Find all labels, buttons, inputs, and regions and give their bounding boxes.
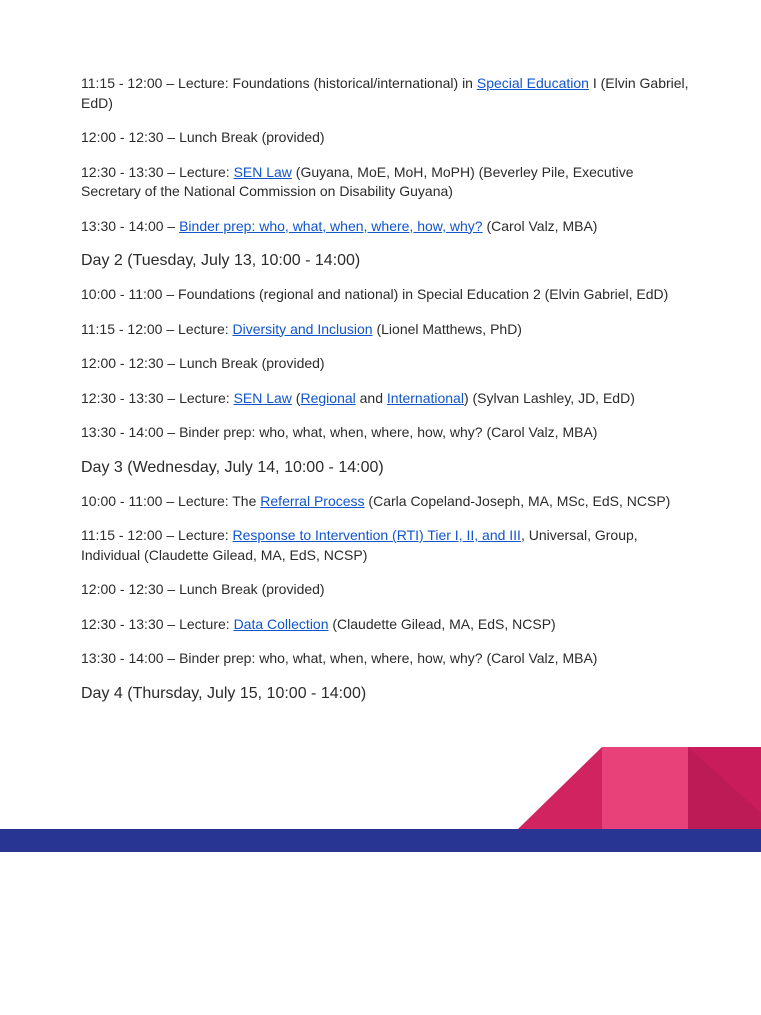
- entry-text: 11:15 - 12:00 – Lecture:: [81, 527, 233, 543]
- entry-text: 11:15 - 12:00 – Lecture:: [81, 320, 233, 337]
- entry-text: (Guyana, MoE, MoH, MoPH) (Beverley Pile, Executive Secretary of the National Commission on Disability Guyana): [81, 163, 634, 199]
- entry-text: 12:00 - 12:30 – Lunch Break (provided): [81, 581, 325, 597]
- entry-text: 10:00 - 11:00 – Lecture: The: [81, 492, 261, 509]
- schedule-entry: [81, 128, 691, 148]
- entry-text: 12:00 - 12:30 – Lunch Break (provided): [81, 129, 325, 145]
- schedule-entry: [81, 285, 691, 305]
- schedule-entry: [81, 163, 691, 202]
- schedule-link[interactable]: Response to Intervention (RTI) Tier I, II, and III: [232, 527, 521, 543]
- day-heading: Day 3 (Wednesday, July 14, 10:00 - 14:00): [81, 458, 384, 476]
- schedule-entry: [81, 580, 691, 600]
- schedule-entry: [81, 389, 691, 409]
- entry-text: 12:30 - 13:30 – Lecture:: [81, 389, 234, 406]
- schedule-entry: [81, 492, 691, 512]
- schedule-entry: [81, 423, 691, 443]
- entry-text: ) (Sylvan Lashley, JD, EdD): [463, 389, 635, 406]
- schedule-link[interactable]: Diversity and Inclusion: [232, 320, 373, 337]
- entry-text: and: [355, 389, 387, 406]
- schedule-link[interactable]: Regional: [300, 389, 356, 406]
- schedule-link[interactable]: SEN Law: [233, 389, 292, 406]
- schedule-entry: [81, 526, 691, 565]
- entry-text: , Universal, Group, Individual (Claudette Gilead, MA, EdS, NCSP): [81, 527, 638, 563]
- entry-text: 13:30 - 14:00 – Binder prep: who, what, when, where, how, why? (Carol Valz, MBA): [81, 424, 598, 440]
- crimson-triangle: [518, 747, 602, 829]
- entry-text: 10:00 - 11:00 – Foundations (regional and national) in Special Education 2 (Elvin Gabriel, EdD): [81, 286, 669, 302]
- schedule-link[interactable]: Special Education: [476, 75, 589, 91]
- day-heading: Day 2 (Tuesday, July 13, 10:00 - 14:00): [81, 252, 361, 269]
- schedule-entry: [81, 354, 691, 374]
- entry-text: 12:00 - 12:30 – Lunch Break (provided): [81, 355, 325, 371]
- entry-text: I (Elvin Gabriel, EdD): [81, 75, 689, 111]
- schedule: [81, 74, 691, 718]
- schedule-entry: [81, 74, 691, 113]
- footer-band: [0, 829, 761, 852]
- entry-text: (Carla Copeland-Joseph, MA, MSc, EdS, NCSP): [364, 492, 671, 509]
- schedule-link[interactable]: Referral Process: [260, 492, 365, 509]
- entry-text: (Claudette Gilead, MA, EdS, NCSP): [328, 615, 556, 632]
- entry-text: 13:30 - 14:00 – Binder prep: who, what, when, where, how, why? (Carol Valz, MBA): [81, 650, 598, 666]
- entry-text: (: [291, 389, 301, 406]
- schedule-entry: [81, 217, 691, 237]
- entry-text: 12:30 - 13:30 – Lecture:: [81, 163, 234, 180]
- day-heading: Day 4 (Thursday, July 15, 10:00 - 14:00): [81, 684, 367, 702]
- entry-text: 11:15 - 12:00 – Lecture: Foundations (historical/international) in: [81, 75, 477, 91]
- schedule-entry: [81, 615, 691, 635]
- pink-square: [602, 747, 688, 829]
- entry-text: (Carol Valz, MBA): [482, 217, 598, 234]
- schedule-link[interactable]: Data Collection: [233, 615, 329, 632]
- schedule-link[interactable]: Binder prep: who, what, when, where, how, why?: [179, 217, 483, 234]
- schedule-link[interactable]: International: [386, 389, 464, 406]
- schedule-entry: [81, 649, 691, 669]
- schedule-entry: [81, 320, 691, 340]
- entry-text: 12:30 - 13:30 – Lecture:: [81, 615, 234, 632]
- entry-text: 13:30 - 14:00 –: [81, 217, 180, 234]
- entry-text: (Lionel Matthews, PhD): [372, 320, 522, 337]
- schedule-link[interactable]: SEN Law: [233, 163, 292, 180]
